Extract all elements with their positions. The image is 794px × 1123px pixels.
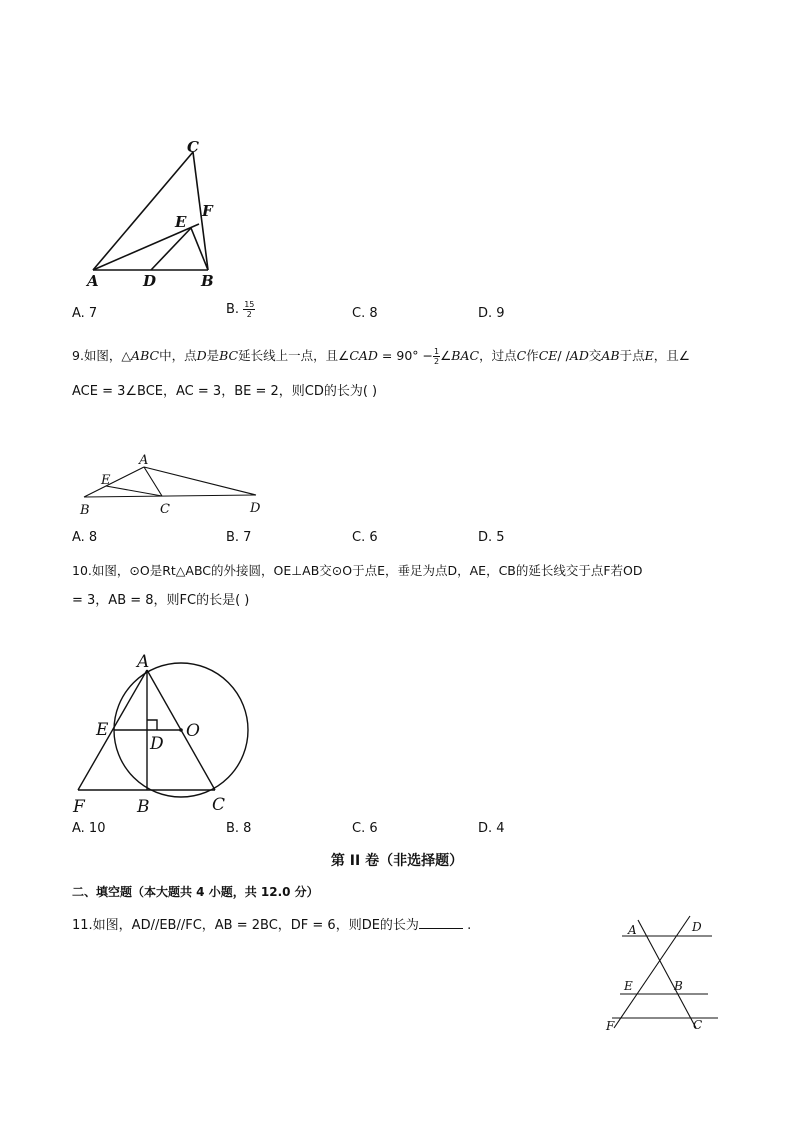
q9-cad: CAD	[349, 348, 378, 363]
q9-text-8: 作	[526, 348, 539, 363]
q10-figure	[68, 648, 268, 818]
q10-label-a: A	[137, 652, 150, 672]
q9-label-e: E	[101, 473, 111, 488]
q9-ad: AD	[569, 348, 589, 363]
q11-text-end: .	[462, 918, 472, 933]
q10-option-c: C. 6	[352, 821, 378, 836]
q9-text-12: ，且∠	[653, 348, 690, 363]
q9-figure	[78, 450, 268, 520]
q9-text-11: 于点	[619, 348, 645, 363]
q9-bc: BC	[219, 348, 239, 363]
fill-in-section-heading: 二、填空题（本大题共 4 小题，共 12.0 分）	[72, 885, 319, 899]
q9-option-a: A. 8	[72, 530, 98, 545]
q8-label-c: C	[187, 140, 199, 156]
q9-d: D	[196, 348, 207, 363]
q10-line1: 10.如图，⊙O是Rt△ABC的外接圆，OE⊥AB交⊙O于点E，垂足为点D，AE，CB的延长线交于点F若OD	[72, 563, 643, 578]
q10-label-o: O	[186, 721, 200, 741]
q9-ce: CE	[538, 348, 558, 363]
q8-option-b-fraction	[243, 300, 255, 319]
q11-figure	[600, 912, 730, 1037]
q9-half-numerator: 1	[433, 347, 440, 356]
part2-title: 第 II 卷（非选择题）	[330, 853, 464, 869]
q9-ab: AB	[601, 348, 620, 363]
q10-label-f: F	[73, 797, 85, 817]
q11-text: 11.如图，AD//EB//FC，AB = 2BC，DF = 6，则DE的长为	[72, 918, 419, 933]
q8-option-b-prefix: B.	[226, 302, 244, 317]
q11-label-b: B	[674, 979, 683, 993]
q9-label-c: C	[160, 502, 170, 517]
q9-e: E	[644, 348, 654, 363]
q9-label-a: A	[139, 453, 149, 468]
q9-bac: BAC	[451, 348, 480, 363]
q9-option-c: C. 6	[352, 530, 378, 545]
q10-option-a: A. 10	[72, 821, 106, 836]
q8-option-b	[226, 300, 255, 319]
q10-option-d: D. 4	[478, 821, 505, 836]
q8-label-b: B	[201, 272, 214, 290]
q8-option-a: A. 7	[72, 306, 98, 321]
q8-option-b-numerator: 15	[244, 300, 255, 309]
q9-text-3: 是	[206, 348, 220, 363]
q9-c: C	[516, 348, 527, 363]
q11-question	[72, 914, 471, 936]
q9-line1	[72, 346, 690, 366]
q9-text-5: = 90° −	[377, 348, 433, 363]
q9-half-denominator: 2	[433, 357, 440, 366]
q8-option-d: D. 9	[478, 306, 505, 321]
q11-label-d: D	[692, 920, 702, 934]
q9-text-7: ，过点	[479, 348, 517, 363]
q9-text-6: ∠	[440, 348, 452, 363]
q9-option-d: D. 5	[478, 530, 505, 545]
q10-label-e: E	[96, 720, 109, 740]
q10-label-d: D	[150, 734, 164, 754]
q10-option-b: B. 8	[226, 821, 252, 836]
q8-option-c: C. 8	[352, 306, 378, 321]
q8-label-a: A	[87, 272, 99, 290]
q10-label-c: C	[212, 795, 226, 815]
q9-option-b: B. 7	[226, 530, 252, 545]
q9-text-4: 延长线上一点，且∠	[238, 348, 350, 363]
q9-label-b: B	[80, 503, 90, 518]
q11-label-a: A	[628, 923, 637, 937]
q9-text-9: / /	[557, 348, 570, 363]
q10-label-b: B	[137, 797, 150, 817]
q11-label-c: C	[693, 1018, 703, 1032]
q9-line2: ACE = 3∠BCE，AC = 3，BE = 2，则CD的长为( )	[72, 384, 378, 399]
q10-line2: = 3，AB = 8，则FC的长是( )	[72, 593, 250, 608]
q9-abc: ABC	[131, 348, 160, 363]
q9-text-1: 9.如图，△	[72, 348, 132, 363]
q9-label-d: D	[250, 501, 261, 516]
q8-figure	[85, 140, 225, 290]
q8-label-e: E	[175, 213, 187, 231]
q11-answer-blank[interactable]	[419, 914, 463, 929]
q8-option-b-denominator: 2	[246, 310, 252, 319]
q11-label-f: F	[606, 1019, 615, 1033]
q9-text-2: 中，点	[159, 348, 197, 363]
q9-text-10: 交	[588, 348, 602, 363]
q8-label-f: F	[202, 202, 213, 220]
q11-label-e: E	[624, 979, 633, 993]
q9-half-fraction	[433, 347, 440, 366]
q8-label-d: D	[143, 272, 157, 290]
